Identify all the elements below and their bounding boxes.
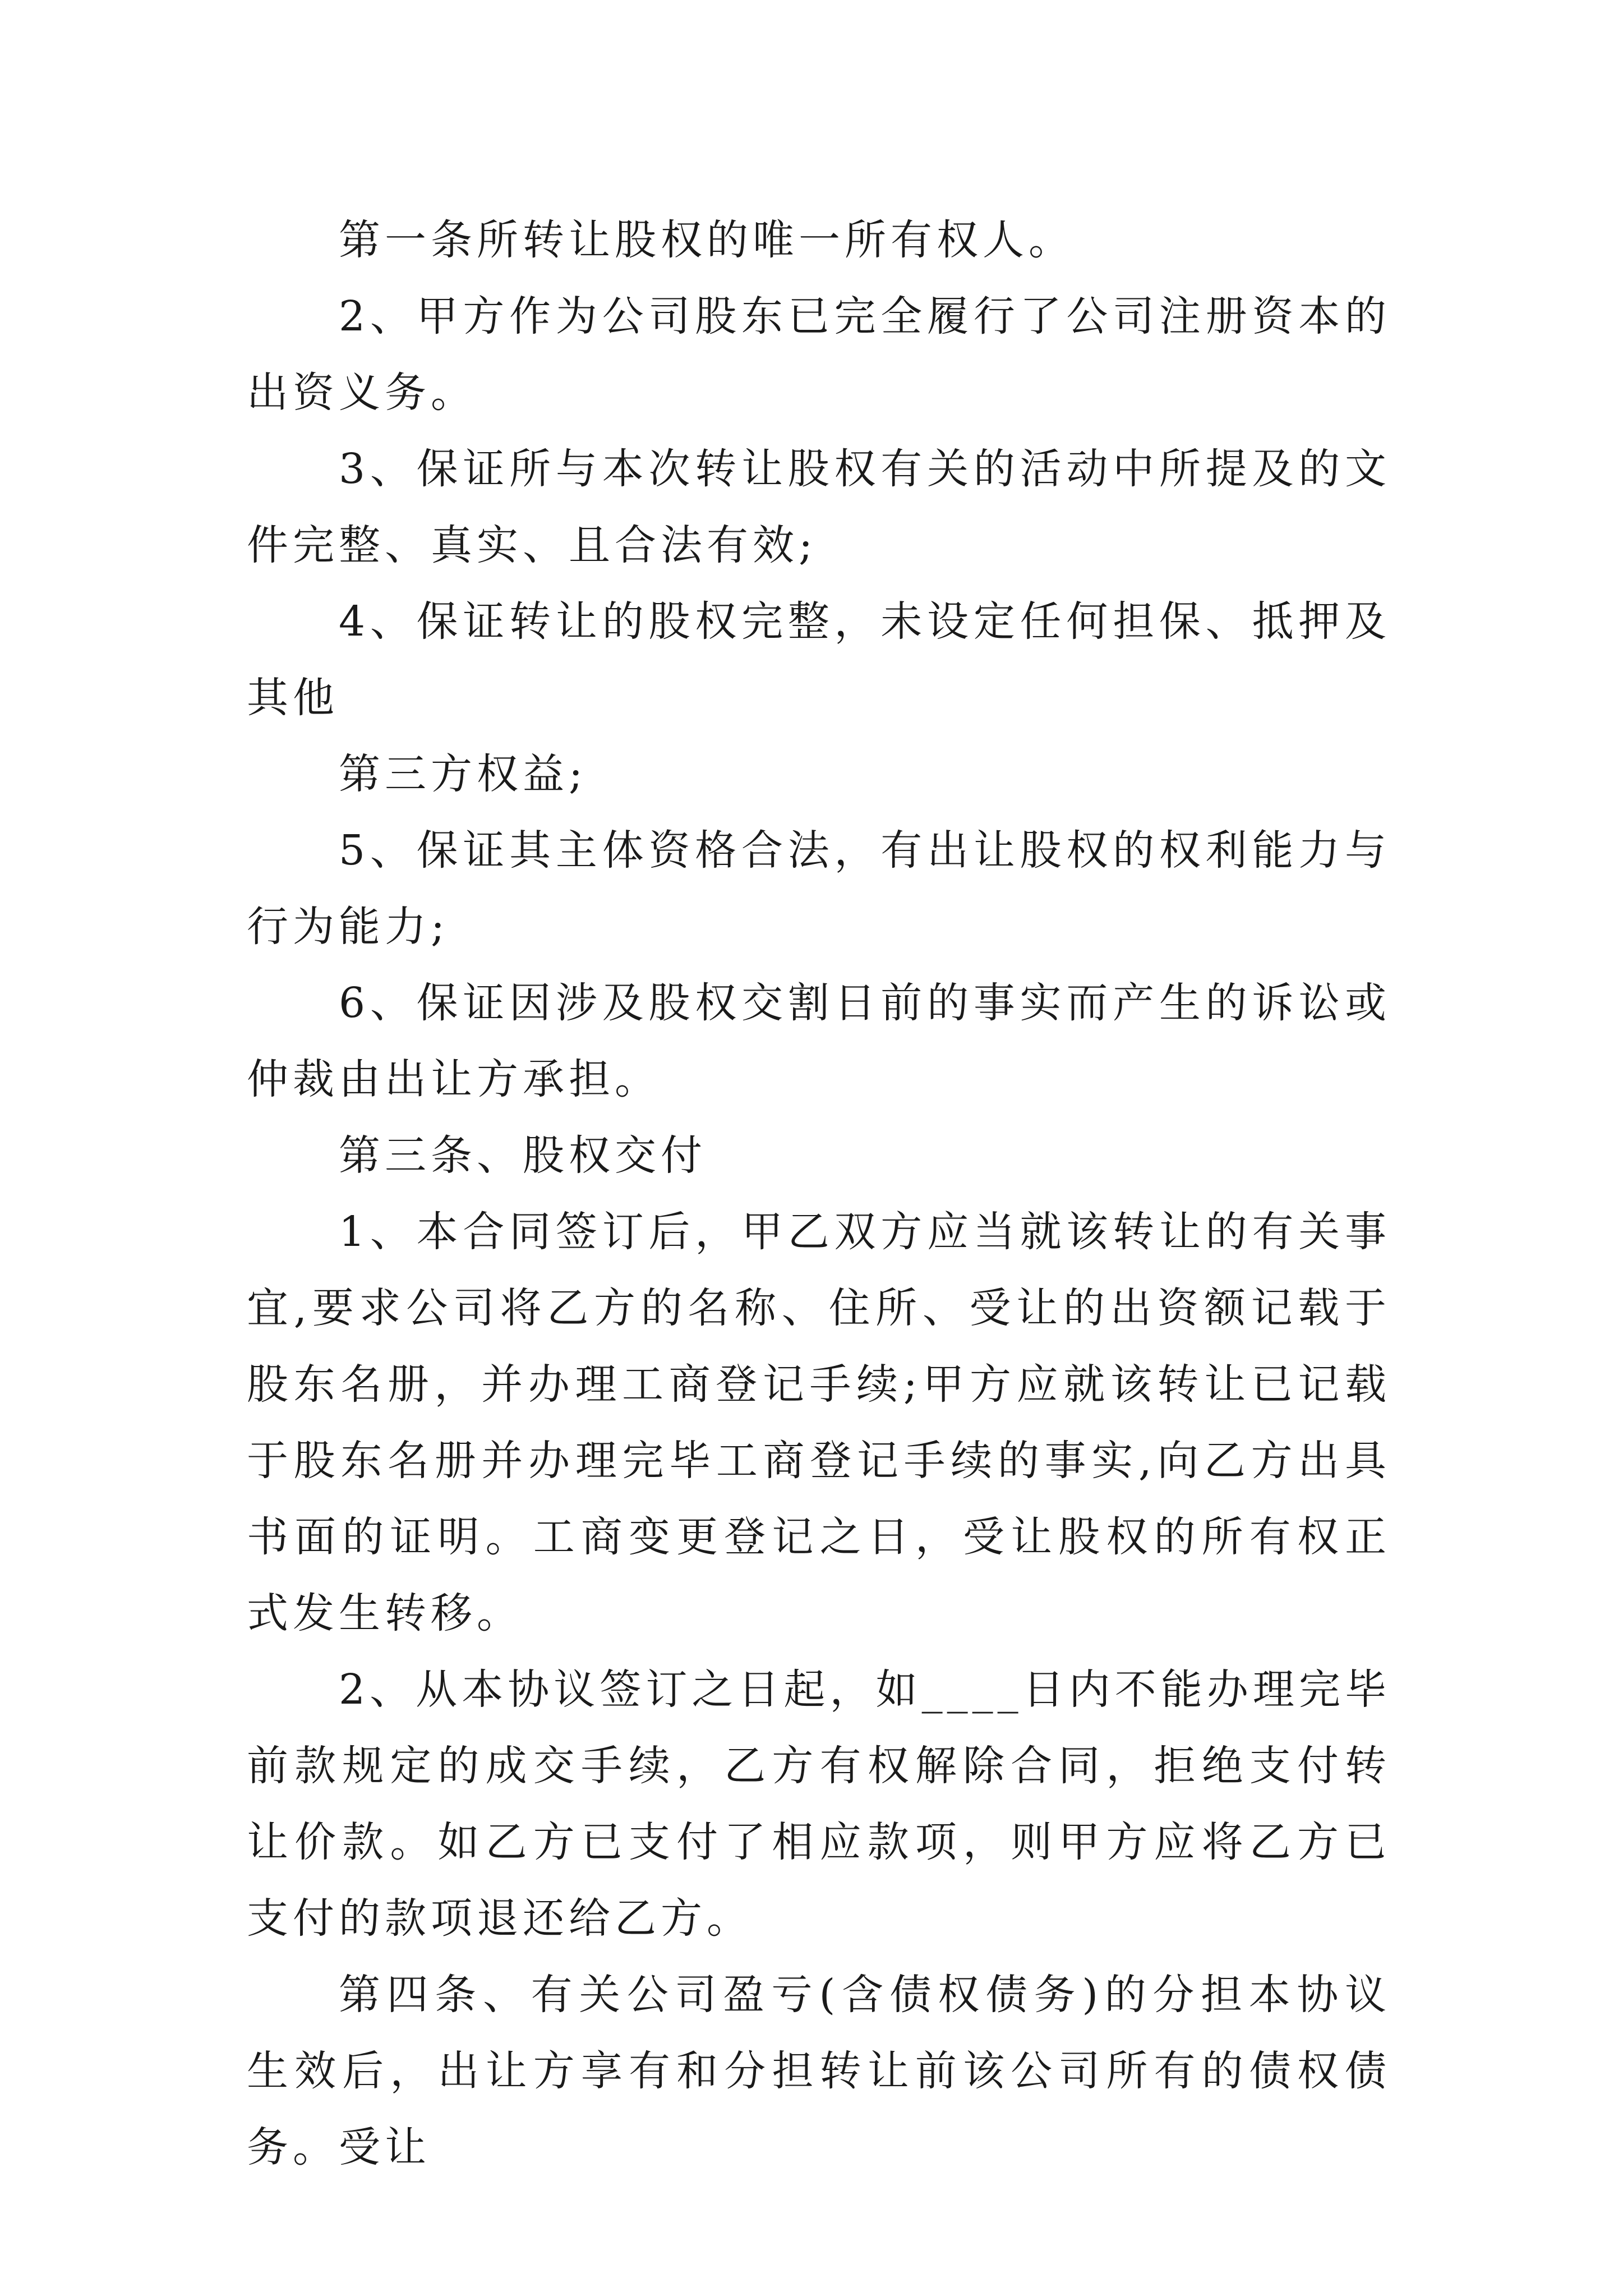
paragraph-9: 1、本合同签订后，甲乙双方应当就该转让的有关事宜,要求公司将乙方的名称、住所、受让的出资额记载于股东名册，并办理工商登记手续;甲方应就该转让已记载于股东名册并办理完毕工商登记手续的事实,向乙方出具书面的证明。工商变更登记之日，受让股权的所有权正式发生转移。 [247,1208,1391,1637]
paragraph-7: 6、保证因涉及股权交割日前的事实而产生的诉讼或仲裁由出让方承担。 [247,979,1391,1103]
paragraph-1: 第一条所转让股权的唯一所有权人。 [339,216,1075,264]
paragraph-10: 2、从本协议签订之日起，如____日内不能办理完毕前款规定的成交手续，乙方有权解除合同，拒绝支付转让价款。如乙方已支付了相应款项，则甲方应将乙方已支付的款项退还给乙方。 [247,1665,1391,1943]
paragraph-5: 第三方权益; [339,750,587,798]
section-heading-article-3: 第三条、股权交付 [339,1131,707,1180]
paragraph-11: 第四条、有关公司盈亏(含债权债务)的分担本协议生效后，出让方享有和分担转让前该公司所有的债权债务。受让 [247,1971,1391,2171]
paragraph-3: 3、保证所与本次转让股权有关的活动中所提及的文件完整、真实、且合法有效; [247,445,1391,569]
document-page [247,202,1391,2185]
paragraph-4: 4、保证转让的股权完整，未设定任何担保、抵押及其他 [247,597,1391,722]
paragraph-2: 2、甲方作为公司股东已完全履行了公司注册资本的出资义务。 [247,292,1391,417]
paragraph-6: 5、保证其主体资格合法，有出让股权的权利能力与行为能力; [247,826,1391,951]
